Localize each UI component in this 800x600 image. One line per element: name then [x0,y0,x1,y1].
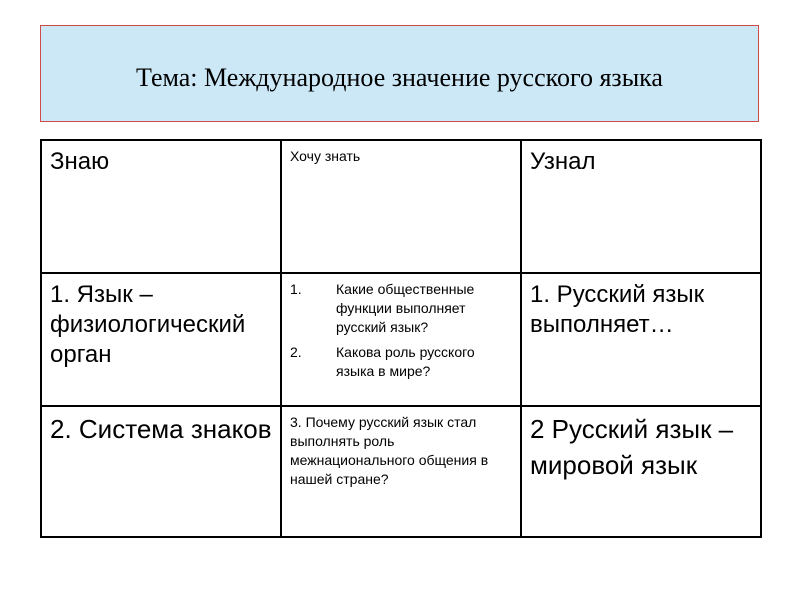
list-item [290,280,514,337]
table-row [41,273,761,406]
header-know [41,140,281,273]
row1-know-cell [41,273,281,406]
table-row [41,406,761,537]
list-item [290,343,514,381]
question-list [290,280,514,381]
row2-question-cell [281,406,521,537]
header-want [281,140,521,273]
row2-learned-text: 2 Русский язык – мировой язык [530,414,734,480]
header-know-label: Знаю [50,148,110,175]
row1-learned-cell [521,273,761,406]
header-want-label: Хочу знать [290,148,361,164]
kwl-table [40,139,762,538]
list-item-number: 1. [290,281,302,297]
title-box [40,25,759,122]
header-learned-label: Узнал [530,148,596,175]
table-header-row [41,140,761,273]
header-learned [521,140,761,273]
row1-learned-text: 1. Русский язык выполняет… [530,281,705,338]
row2-know-cell [41,406,281,537]
list-item-text: Какова роль русского языка в мире? [336,344,475,379]
slide-title: Тема: Международное значение русского языка [136,62,663,92]
list-item-text: Какие общественные функции выполняет русский язык? [336,281,475,335]
row2-question-text: 3. Почему русский язык стал выполнять роль межнационального общения в нашей стране? [290,414,489,487]
row2-learned-cell [521,406,761,537]
list-item-number: 2. [290,344,302,360]
row1-know-text: 1. Язык – физиологический орган [50,281,246,368]
row2-know-text: 2. Система знаков [50,414,272,444]
row1-questions-cell [281,273,521,406]
